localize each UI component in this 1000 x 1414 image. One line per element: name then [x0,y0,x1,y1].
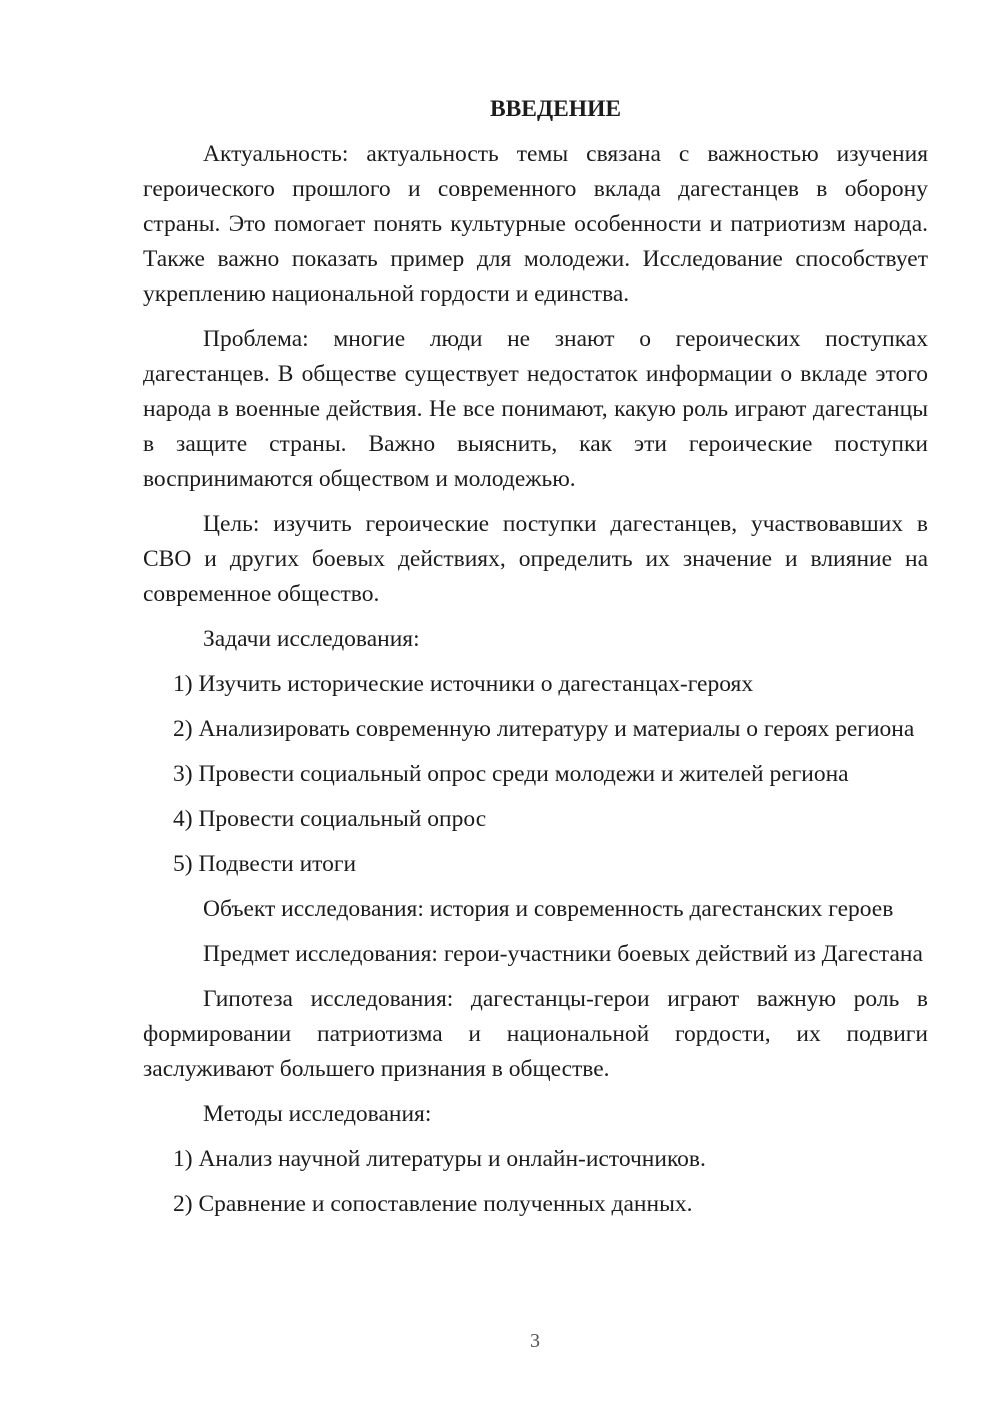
task-item-5: 5) Подвести итоги [173,851,357,877]
methods-heading: Методы исследования: [203,1101,432,1127]
task-item-2: 2) Анализировать современную литературу и материалы о героях региона [173,716,915,742]
paragraph-problem: Проблема: многие люди не знают о героических поступках дагестанцев. В обществе существует недостаток информации о вкладе этого народа в военные действия. Не все понимают, какую роль играют дагестанцы в защите страны. Важно выяснить, как эти героические поступки воспринимаются обществом и молодежью. [143,326,928,492]
task-item-3: 3) Провести социальный опрос среди молодежи и жителей региона [173,761,849,787]
page-number: 3 [530,1330,540,1352]
method-item-1: 1) Анализ научной литературы и онлайн-источников. [173,1146,706,1172]
paragraph-relevance: Актуальность: актуальность темы связана с важностью изучения героического прошлого и современного вклада дагестанцев в оборону страны. Это помогает понять культурные особенности и патриотизм народа. Также важно показать пример для молодежи. Исследование способствует укреплению национальной гордости и единства. [143,141,928,307]
paragraph-object: Объект исследования: история и современность дагестанских героев [203,896,894,922]
paragraph-hypothesis: Гипотеза исследования: дагестанцы-герои играют важную роль в формировании патриотизма и национальной гордости, их подвиги заслуживают большего признания в обществе. [143,986,928,1082]
tasks-heading: Задачи исследования: [203,626,420,652]
task-item-1: 1) Изучить исторические источники о дагестанцах-героях [173,671,754,697]
document-page [143,92,928,1232]
method-item-2: 2) Сравнение и сопоставление полученных данных. [173,1191,693,1217]
task-item-4: 4) Провести социальный опрос [173,806,487,832]
section-title: ВВЕДЕНИЕ [489,96,622,122]
paragraph-goal: Цель: изучить героические поступки дагестанцев, участвовавших в СВО и других боевых действиях, определить их значение и влияние на современное общество. [143,511,928,607]
paragraph-subject: Предмет исследования: герои-участники боевых действий из Дагестана [203,941,923,967]
